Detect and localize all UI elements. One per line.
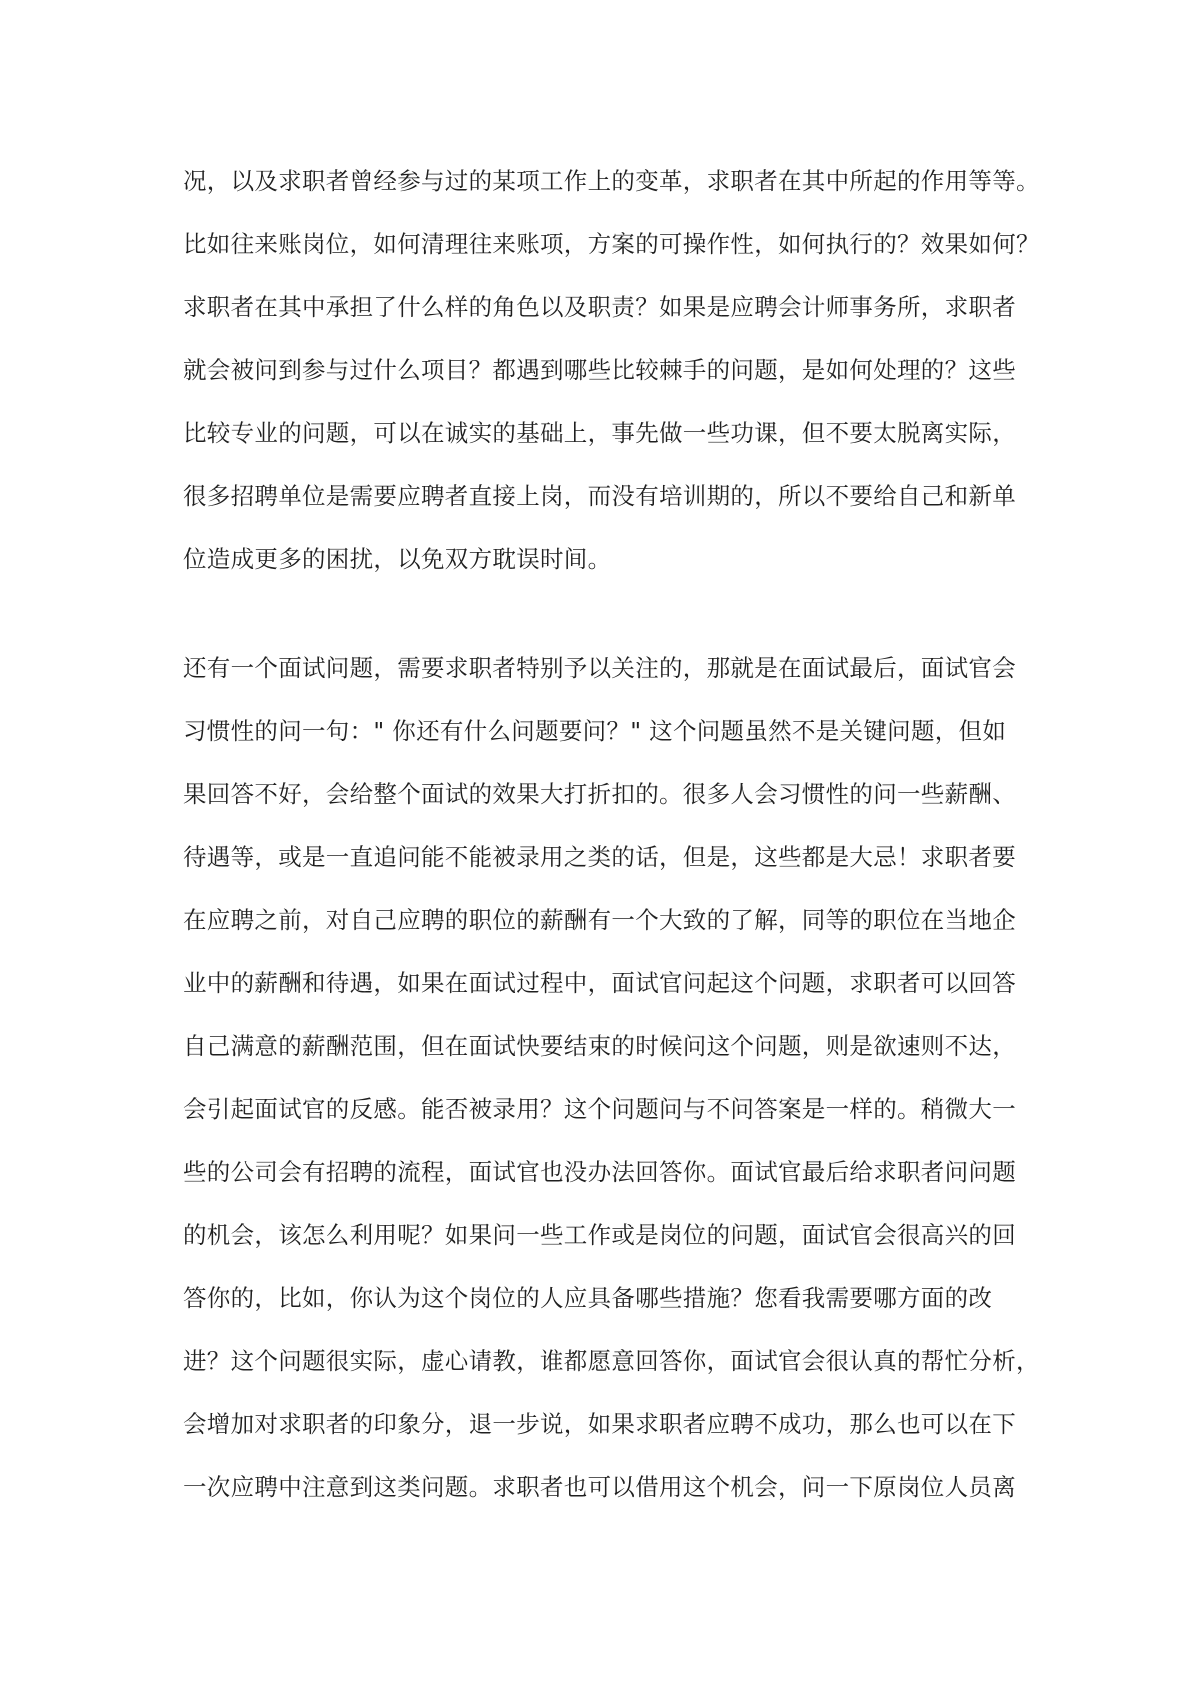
text-line: 待遇等，或是一直追问能不能被录用之类的话，但是，这些都是大忌！求职者要 (183, 843, 1016, 871)
text-line: 一次应聘中注意到这类问题。求职者也可以借用这个机会，问一下原岗位人员离 (183, 1473, 1016, 1501)
text-line: 很多招聘单位是需要应聘者直接上岗，而没有培训期的，所以不要给自己和新单 (183, 482, 1016, 510)
text-line: 业中的薪酬和待遇，如果在面试过程中，面试官问起这个问题，求职者可以回答 (183, 969, 1016, 997)
text-line: 位造成更多的困扰，以免双方耽误时间。 (183, 545, 612, 573)
text-line: 况，以及求职者曾经参与过的某项工作上的变革，求职者在其中所起的作用等等。 (183, 167, 1040, 195)
text-line: 答你的，比如，你认为这个岗位的人应具备哪些措施？您看我需要哪方面的改 (183, 1284, 993, 1312)
text-line: 会增加对求职者的印象分，退一步说，如果求职者应聘不成功，那么也可以在下 (183, 1410, 1016, 1438)
text-line: 自己满意的薪酬范围，但在面试快要结束的时候问这个问题，则是欲速则不达， (183, 1032, 1016, 1060)
text-line: 比如往来账岗位，如何清理往来账项，方案的可操作性，如何执行的？效果如何？ (183, 230, 1040, 258)
text-line: 会引起面试官的反感。能否被录用？这个问题问与不问答案是一样的。稍微大一 (183, 1095, 1016, 1123)
paragraph-final-question (183, 637, 1040, 1519)
text-line: 比较专业的问题，可以在诚实的基础上，事先做一些功课，但不要太脱离实际， (183, 419, 1016, 447)
paragraph-salary-context (183, 150, 1040, 591)
text-line: 求职者在其中承担了什么样的角色以及职责？如果是应聘会计师事务所，求职者 (183, 293, 1016, 321)
text-line: 进？这个问题很实际，虚心请教，谁都愿意回答你，面试官会很认真的帮忙分析， (183, 1347, 1040, 1375)
text-line: 的机会，该怎么利用呢？如果问一些工作或是岗位的问题，面试官会很高兴的回 (183, 1221, 1016, 1249)
text-line: 习惯性的问一句：" 你还有什么问题要问？" 这个问题虽然不是关键问题，但如 (183, 717, 1007, 745)
text-line: 在应聘之前，对自己应聘的职位的薪酬有一个大致的了解，同等的职位在当地企 (183, 906, 1016, 934)
text-line: 就会被问到参与过什么项目？都遇到哪些比较棘手的问题，是如何处理的？这些 (183, 356, 1016, 384)
text-line: 些的公司会有招聘的流程，面试官也没办法回答你。面试官最后给求职者问问题 (183, 1158, 1016, 1186)
text-line: 果回答不好，会给整个面试的效果大打折扣的。很多人会习惯性的问一些薪酬、 (183, 780, 1016, 808)
text-line: 还有一个面试问题，需要求职者特别予以关注的，那就是在面试最后，面试官会 (183, 654, 1016, 682)
